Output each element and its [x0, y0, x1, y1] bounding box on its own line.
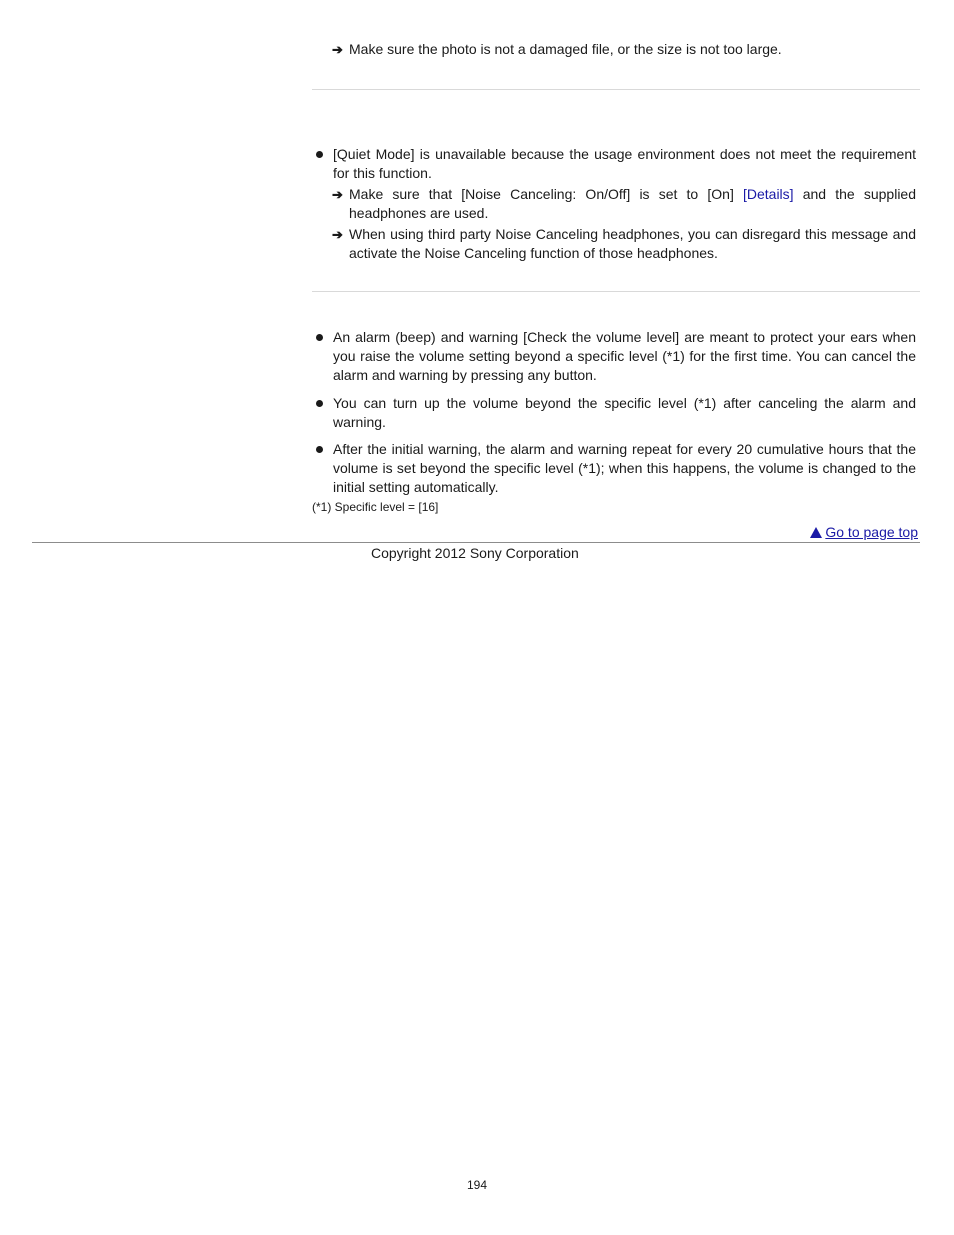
- arrow-right-icon: ➔: [332, 42, 343, 57]
- tip-text: When using third party Noise Canceling headphones, you can disregard this message and activate the Noise Canceling function of those headphones.: [349, 226, 916, 261]
- tip-text: [349, 185, 916, 223]
- details-link[interactable]: [Details]: [742, 186, 794, 202]
- page-number: 194: [466, 1178, 488, 1192]
- bullet-text: [Quiet Mode] is unavailable because the usage environment does not meet the requirement for this function.: [333, 146, 916, 181]
- bullet-text: You can turn up the volume beyond the specific level (*1) after canceling the alarm and warning.: [333, 395, 916, 430]
- section-divider: [312, 89, 920, 90]
- bullet-icon: [316, 400, 323, 407]
- bullet-text: After the initial warning, the alarm and warning repeat for every 20 cumulative hours that the volume is set beyond the specific level (*1); when this happens, the volume is changed to the initial setting automatically.: [333, 441, 916, 495]
- bullet-icon: [316, 151, 323, 158]
- tip-list: [312, 185, 916, 263]
- tip-text: Make sure the photo is not a damaged file, or the size is not too large.: [349, 41, 782, 57]
- bullet-icon: [316, 446, 323, 453]
- bullet-text: An alarm (beep) and warning [Check the volume level] are meant to protect your ears when you raise the volume setting beyond a specific level (*1) for the first time. You can cancel the alarm and warning by pressing any button.: [333, 329, 916, 383]
- copyright: Copyright 2012 Sony Corporation: [371, 545, 579, 561]
- tip-text-part: Make sure that [Noise Canceling: On/Off] is set to [On]: [349, 186, 743, 202]
- tip-noise-canceling-on: [332, 185, 916, 223]
- tip-text-part: and the supplied headphones are used.: [349, 186, 916, 221]
- go-to-page-top-link[interactable]: [810, 523, 918, 541]
- list-item-quiet-mode: [312, 145, 916, 265]
- section-divider: [312, 291, 920, 292]
- tip-third-party-headphones: [332, 225, 916, 263]
- tip-damaged-file: [332, 40, 920, 59]
- list-item-volume-alarm: [312, 328, 916, 385]
- bullet-icon: [316, 334, 323, 341]
- page-top-label: Go to page top: [825, 524, 918, 540]
- arrow-right-icon: ➔: [332, 187, 343, 202]
- footnote: (*1) Specific level = [16]: [312, 500, 439, 514]
- arrow-right-icon: ➔: [332, 227, 343, 242]
- triangle-up-icon: [810, 527, 822, 538]
- list-item-volume-repeat: [312, 440, 916, 497]
- footer-divider: [32, 542, 920, 543]
- list-item-volume-beyond: [312, 394, 916, 432]
